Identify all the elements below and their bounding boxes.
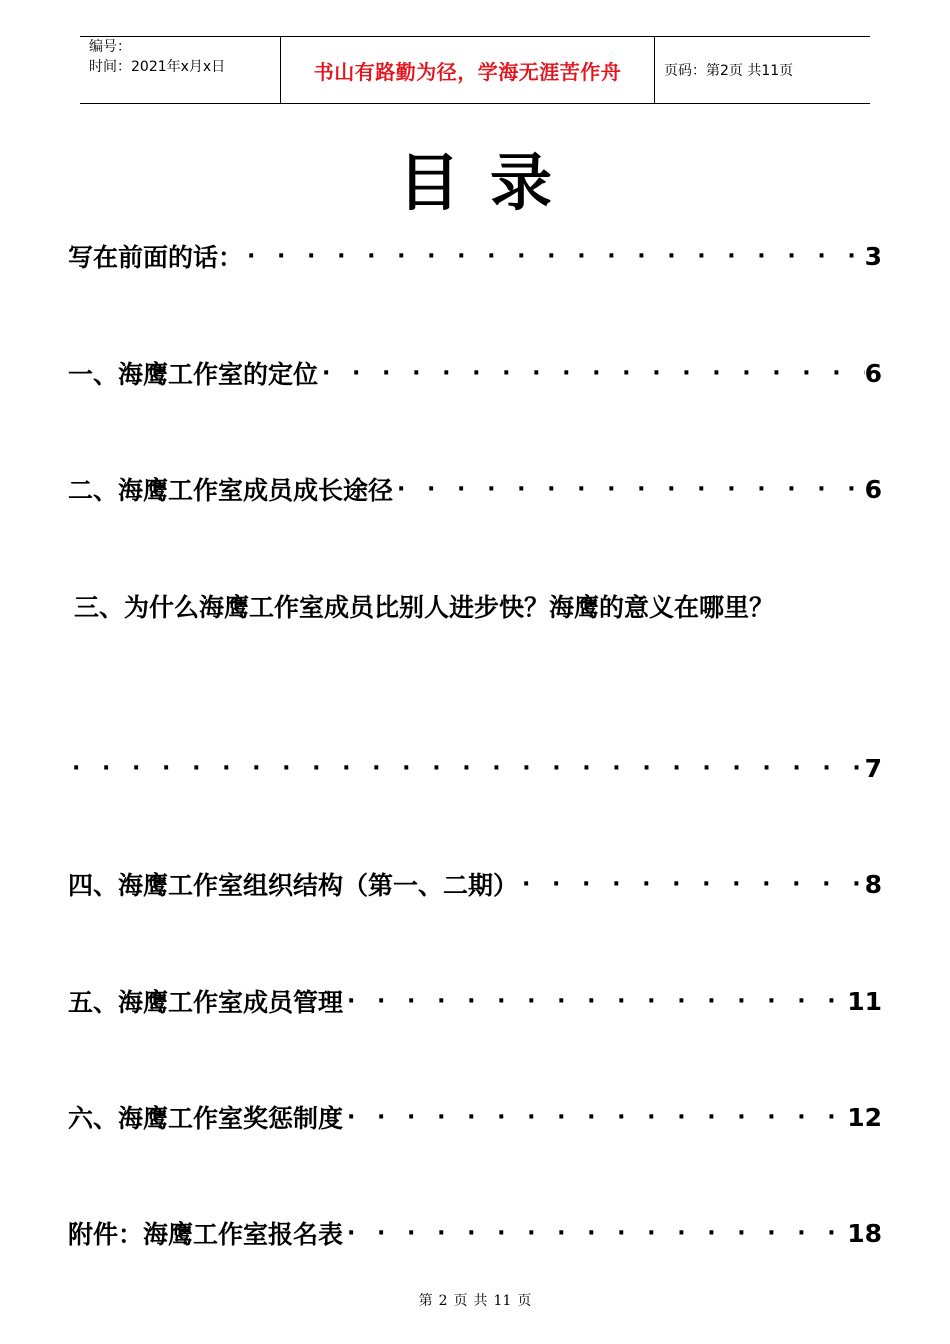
footer-text: 页 bbox=[517, 1293, 532, 1309]
page-header bbox=[80, 36, 870, 104]
dot-leader bbox=[343, 1105, 847, 1130]
dot-leader bbox=[343, 1221, 847, 1246]
footer-text: 页 bbox=[453, 1293, 468, 1309]
dot-leader bbox=[243, 244, 865, 269]
toc-entry-continuation[interactable] bbox=[68, 748, 882, 788]
toc-label: 四、海鹰工作室组织结构（第一、二期） bbox=[68, 871, 519, 900]
dot-leader bbox=[393, 477, 865, 502]
toc-label: 五、海鹰工作室成员管理 bbox=[68, 988, 344, 1017]
toc-page-number: 3 bbox=[864, 241, 882, 271]
toc-entry[interactable] bbox=[68, 236, 882, 276]
toc-label: 六、海鹰工作室奖惩制度 bbox=[68, 1104, 344, 1133]
toc-label: 写在前面的话： bbox=[68, 243, 244, 272]
toc-page-number: 6 bbox=[864, 358, 882, 388]
time-label: 时间：2021年x月x日 bbox=[89, 59, 226, 75]
page-code: 页码：第2页 共11页 bbox=[664, 63, 794, 79]
toc-label: 一、海鹰工作室的定位 bbox=[68, 360, 319, 389]
toc-entry[interactable] bbox=[68, 353, 882, 393]
toc-entry[interactable] bbox=[68, 469, 882, 509]
toc-page-number: 18 bbox=[847, 1218, 882, 1248]
footer-text: 共 bbox=[473, 1293, 488, 1309]
header-meta-cell bbox=[80, 37, 281, 103]
dot-leader bbox=[68, 756, 865, 781]
header-motto-cell bbox=[281, 37, 655, 103]
header-page-cell bbox=[655, 37, 870, 103]
toc-label: 附件：海鹰工作室报名表 bbox=[68, 1220, 344, 1249]
toc-page-number: 11 bbox=[847, 986, 882, 1016]
footer-total-pages: 11 bbox=[493, 1293, 512, 1309]
toc-page-number: 7 bbox=[864, 753, 882, 783]
page-title: 目录 bbox=[397, 146, 582, 219]
dot-leader bbox=[343, 989, 847, 1014]
dot-leader bbox=[518, 872, 865, 897]
motto-text: 书山有路勤为径，学海无涯苦作舟 bbox=[313, 59, 622, 84]
toc-label-long[interactable]: 三、为什么海鹰工作室成员比别人进步快？海鹰的意义在哪里？ bbox=[74, 593, 775, 622]
footer-current-page: 2 bbox=[438, 1293, 448, 1309]
footer-text: 第 bbox=[418, 1293, 433, 1309]
toc-page-number: 8 bbox=[864, 869, 882, 899]
toc-entry[interactable] bbox=[68, 1213, 882, 1253]
dot-leader bbox=[318, 361, 865, 386]
toc-page-number: 6 bbox=[864, 474, 882, 504]
toc-page-number: 12 bbox=[847, 1102, 882, 1132]
toc-label: 二、海鹰工作室成员成长途径 bbox=[68, 476, 394, 505]
toc-entry[interactable] bbox=[68, 1097, 882, 1137]
number-label: 编号： bbox=[89, 39, 131, 55]
page-footer bbox=[0, 1290, 950, 1310]
toc-entry[interactable] bbox=[68, 981, 882, 1021]
toc-entry[interactable] bbox=[68, 864, 882, 904]
